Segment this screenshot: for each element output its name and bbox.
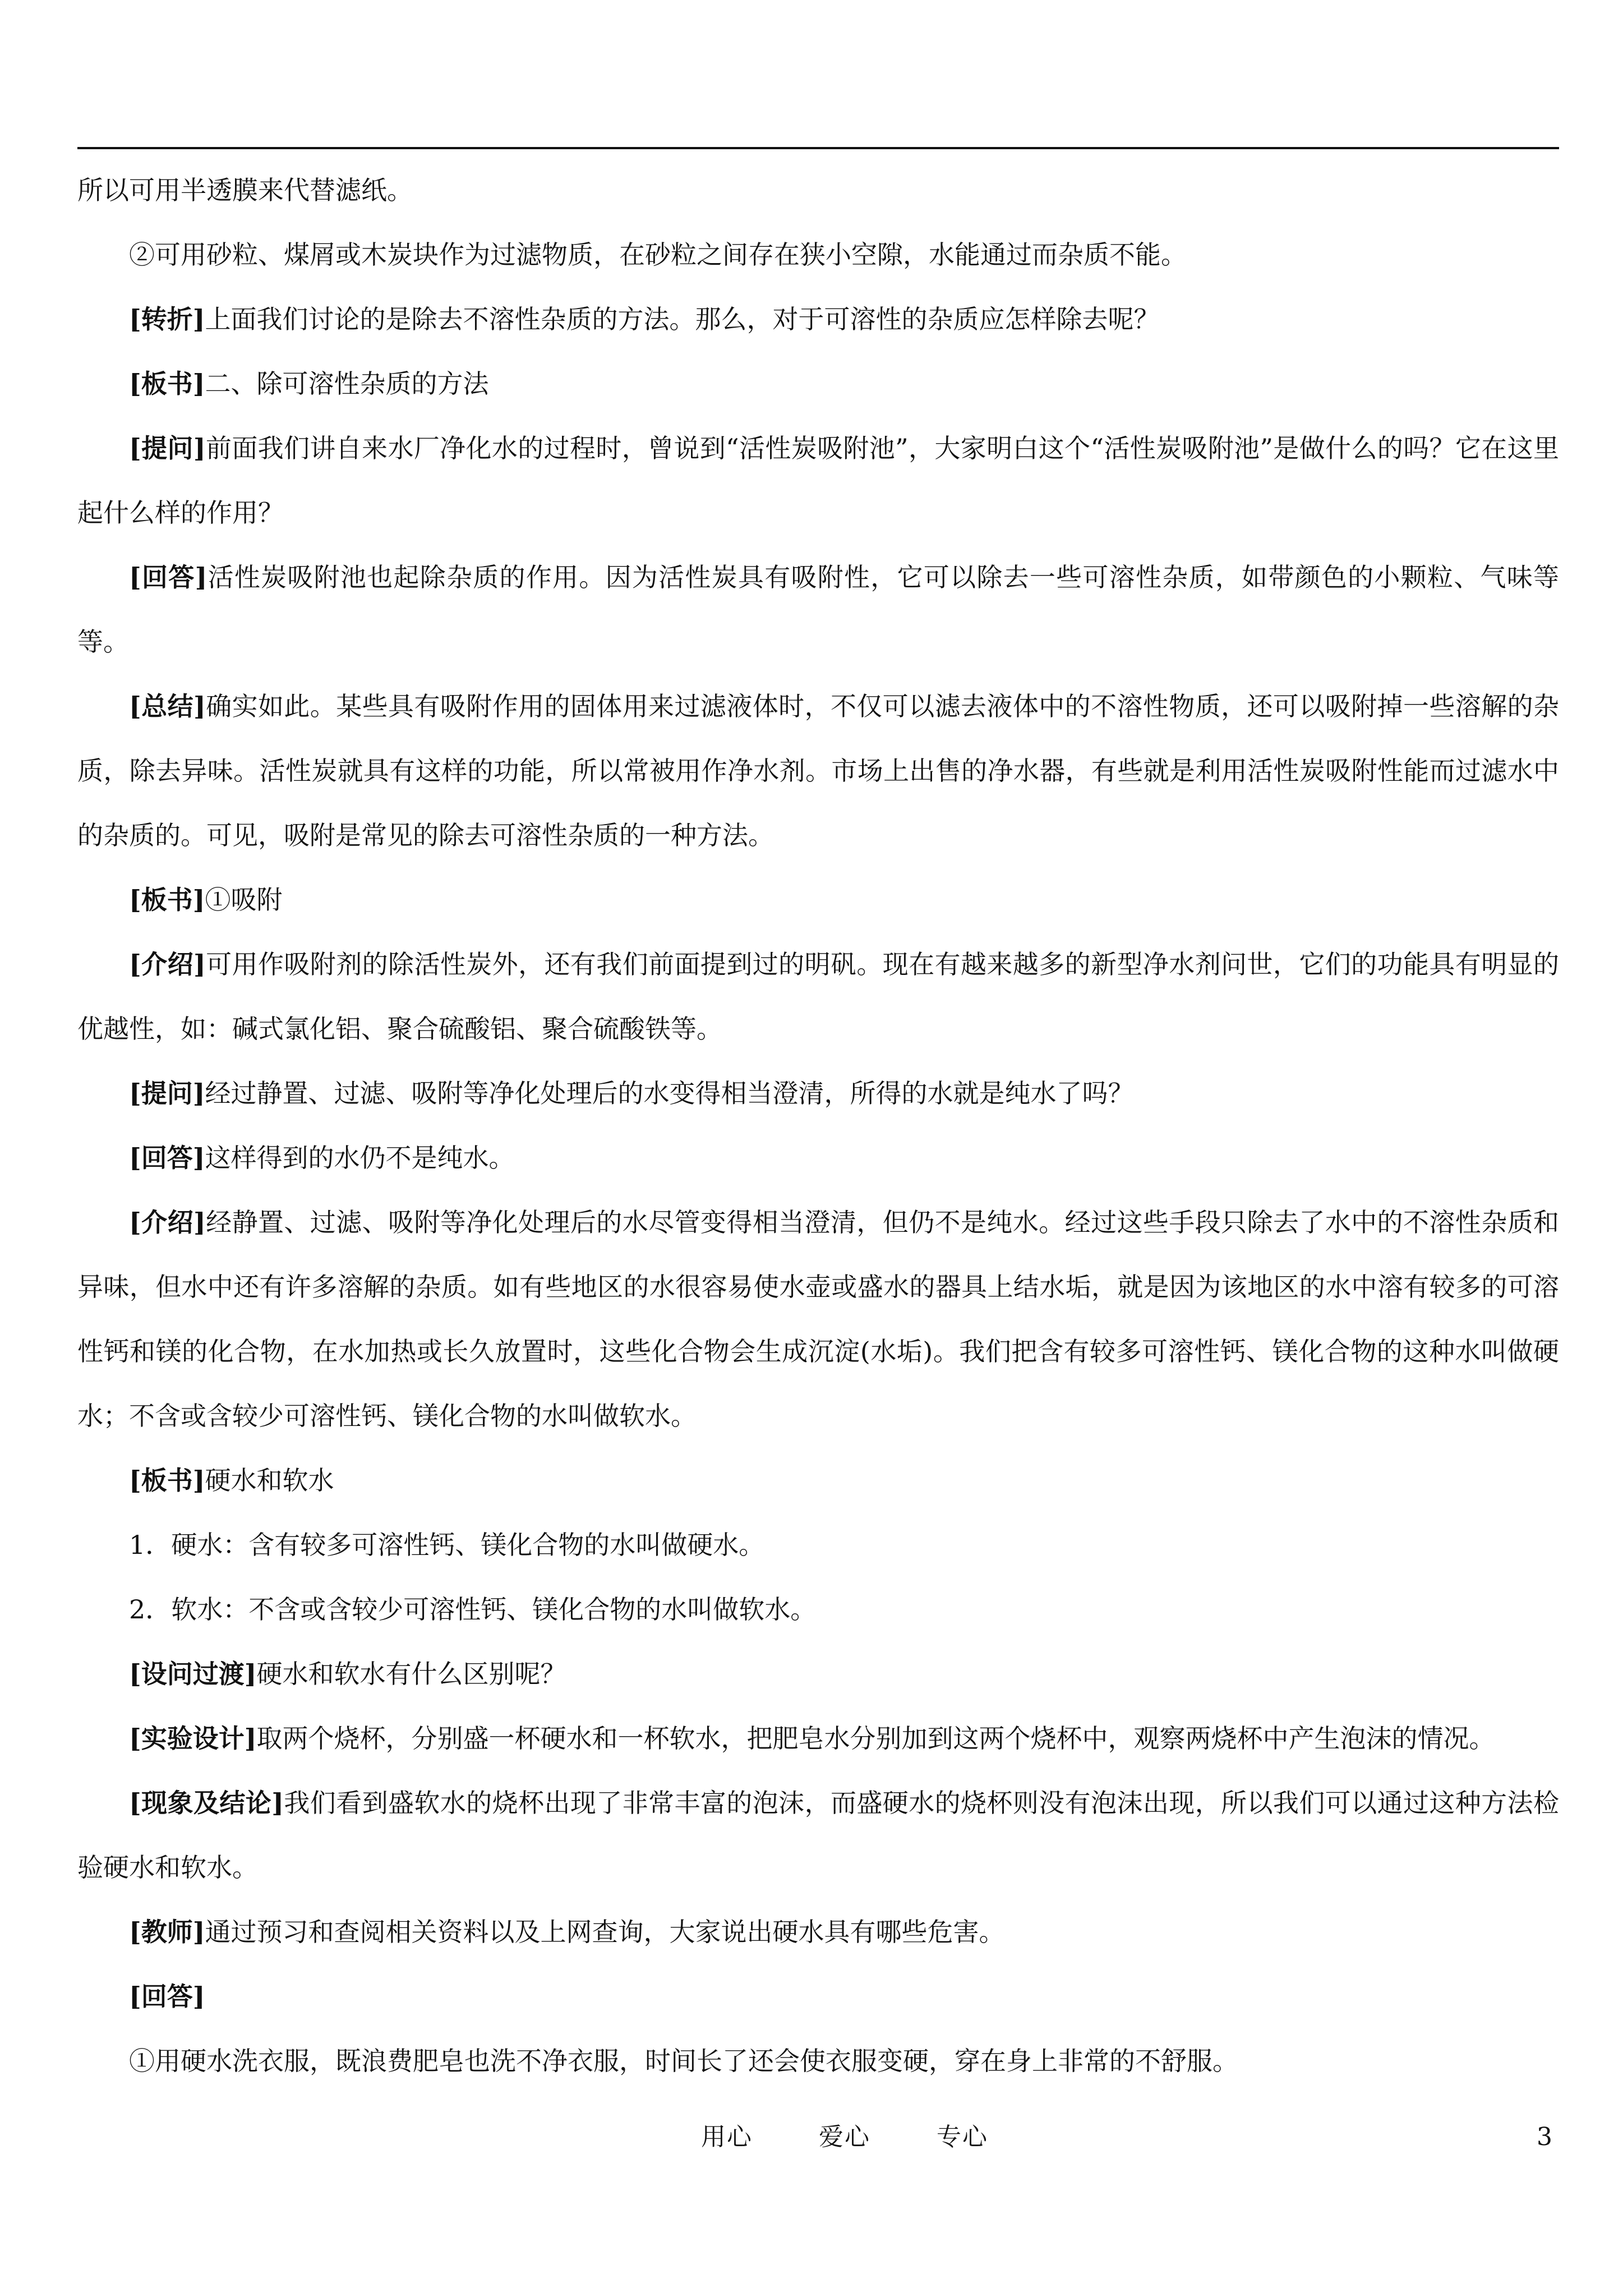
paragraph-text: 所以可用半透膜来代替滤纸。: [77, 175, 413, 205]
paragraph: [77, 287, 1559, 352]
document-body: [77, 158, 1559, 2093]
paragraph: [77, 1706, 1559, 1771]
page-number: 3: [1537, 2123, 1552, 2151]
paragraph-text: 可用作吸附剂的除活性炭外，还有我们前面提到过的明矾。现在有越来越多的新型净水剂问世，它们的功能具有明显的优越性，如：碱式氯化铝、聚合硫酸铝、聚合硫酸铁等。: [77, 949, 1560, 1044]
paragraph-tag: [设问过渡]: [129, 1659, 257, 1689]
paragraph-text: 上面我们讨论的是除去不溶性杂质的方法。那么，对于可溶性的杂质应怎样除去呢？: [205, 304, 1160, 334]
paragraph-text: ②可用砂粒、煤屑或木炭块作为过滤物质，在砂粒之间存在狭小空隙，水能通过而杂质不能。: [129, 240, 1187, 270]
paragraph-tag: [现象及结论]: [129, 1788, 284, 1818]
paragraph: [77, 932, 1559, 1061]
paragraph-tag: [板书]: [129, 885, 205, 915]
paragraph-text: 二、除可溶性杂质的方法: [205, 369, 489, 399]
paragraph: [77, 352, 1559, 416]
paragraph-text: 硬水和软水: [205, 1465, 334, 1496]
paragraph: [77, 1900, 1559, 1964]
paragraph: [77, 1061, 1559, 1126]
paragraph-tag: [回答]: [129, 1143, 205, 1173]
paragraph-text: 确实如此。某些具有吸附作用的固体用来过滤液体时，不仅可以滤去液体中的不溶性物质，还可以吸附掉一些溶解的杂质，除去异味。活性炭就具有这样的功能，所以常被用作净水剂。市场上出售的净水器，有些就是利用活性炭吸附性能而过滤水中的杂质的。可见，吸附是常见的除去可溶性杂质的一种方法。: [77, 691, 1560, 850]
paragraph-tag: [板书]: [129, 1465, 205, 1496]
paragraph-tag: [介绍]: [129, 949, 206, 979]
paragraph: [77, 1126, 1559, 1190]
paragraph-tag: [实验设计]: [129, 1723, 257, 1754]
paragraph: [77, 158, 1559, 223]
paragraph: [77, 223, 1559, 287]
paragraph: [77, 674, 1559, 868]
paragraph-tag: [回答]: [129, 1981, 205, 2012]
paragraph-text: ①吸附: [205, 885, 283, 915]
paragraph-tag: [提问]: [129, 433, 206, 463]
paragraph-text: ①用硬水洗衣服，既浪费肥皂也洗不净衣服，时间长了还会使衣服变硬，穿在身上非常的不舒服。: [129, 2046, 1238, 2076]
paragraph: [77, 416, 1559, 545]
paragraph: [77, 2029, 1559, 2093]
page-footer: [0, 2115, 1623, 2160]
paragraph-text: 1．硬水：含有较多可溶性钙、镁化合物的水叫做硬水。: [129, 1530, 765, 1560]
paragraph: [77, 545, 1559, 674]
header-rule: [77, 147, 1559, 149]
paragraph: [77, 1448, 1559, 1513]
paragraph-text: 经过静置、过滤、吸附等净化处理后的水变得相当澄清，所得的水就是纯水了吗？: [205, 1078, 1134, 1108]
paragraph-tag: [转折]: [129, 304, 205, 334]
paragraph-text: 硬水和软水有什么区别呢？: [256, 1659, 566, 1689]
paragraph-text: 通过预习和查阅相关资料以及上网查询，大家说出硬水具有哪些危害。: [205, 1917, 1005, 1947]
footer-motto: [701, 2115, 988, 2160]
paragraph: [77, 868, 1559, 932]
paragraph: [77, 1771, 1559, 1900]
paragraph: [77, 1577, 1559, 1642]
paragraph-tag: [介绍]: [129, 1207, 206, 1237]
paragraph-text: 活性炭吸附池也起除杂质的作用。因为活性炭具有吸附性，它可以除去一些可溶性杂质，如带颜色的小颗粒、气味等等。: [77, 562, 1560, 657]
paragraph-text: 经静置、过滤、吸附等净化处理后的水尽管变得相当澄清，但仍不是纯水。经过这些手段只除去了水中的不溶性杂质和异味，但水中还有许多溶解的杂质。如有些地区的水很容易使水壶或盛水的器具上结水垢，就是因为该地区的水中溶有较多的可溶性钙和镁的化合物，在水加热或长久放置时，这些化合物会生成沉淀(水垢)。我们把含有较多可溶性钙、镁化合物的这种水叫做硬水；不含或含较少可溶性钙、镁化合物的水叫做软水。: [77, 1207, 1560, 1431]
paragraph-text: 2．软水：不含或含较少可溶性钙、镁化合物的水叫做软水。: [129, 1594, 817, 1625]
paragraph: [77, 1190, 1559, 1448]
paragraph-text: 我们看到盛软水的烧杯出现了非常丰富的泡沫，而盛硬水的烧杯则没有泡沫出现，所以我们可以通过这种方法检验硬水和软水。: [77, 1788, 1560, 1883]
paragraph-text: 这样得到的水仍不是纯水。: [205, 1143, 515, 1173]
footer-motto-word: 用心: [701, 2123, 753, 2151]
paragraph-tag: [提问]: [129, 1078, 205, 1108]
paragraph: [77, 1964, 1559, 2029]
paragraph-tag: [板书]: [129, 369, 205, 399]
paragraph-text: 取两个烧杯，分别盛一杯硬水和一杯软水，把肥皂水分别加到这两个烧杯中，观察两烧杯中产生泡沫的情况。: [256, 1723, 1495, 1754]
footer-motto-word: 专心: [937, 2123, 988, 2151]
paragraph-tag: [回答]: [129, 562, 208, 592]
paragraph-text: 前面我们讲自来水厂净化水的过程时，曾说到“活性炭吸附池”，大家明白这个“活性炭吸附池”是做什么的吗？它在这里起什么样的作用？: [77, 433, 1559, 528]
footer-motto-word: 爱心: [819, 2123, 870, 2151]
paragraph-tag: [教师]: [129, 1917, 205, 1947]
paragraph: [77, 1642, 1559, 1706]
paragraph-tag: [总结]: [129, 691, 206, 721]
paragraph: [77, 1513, 1559, 1577]
